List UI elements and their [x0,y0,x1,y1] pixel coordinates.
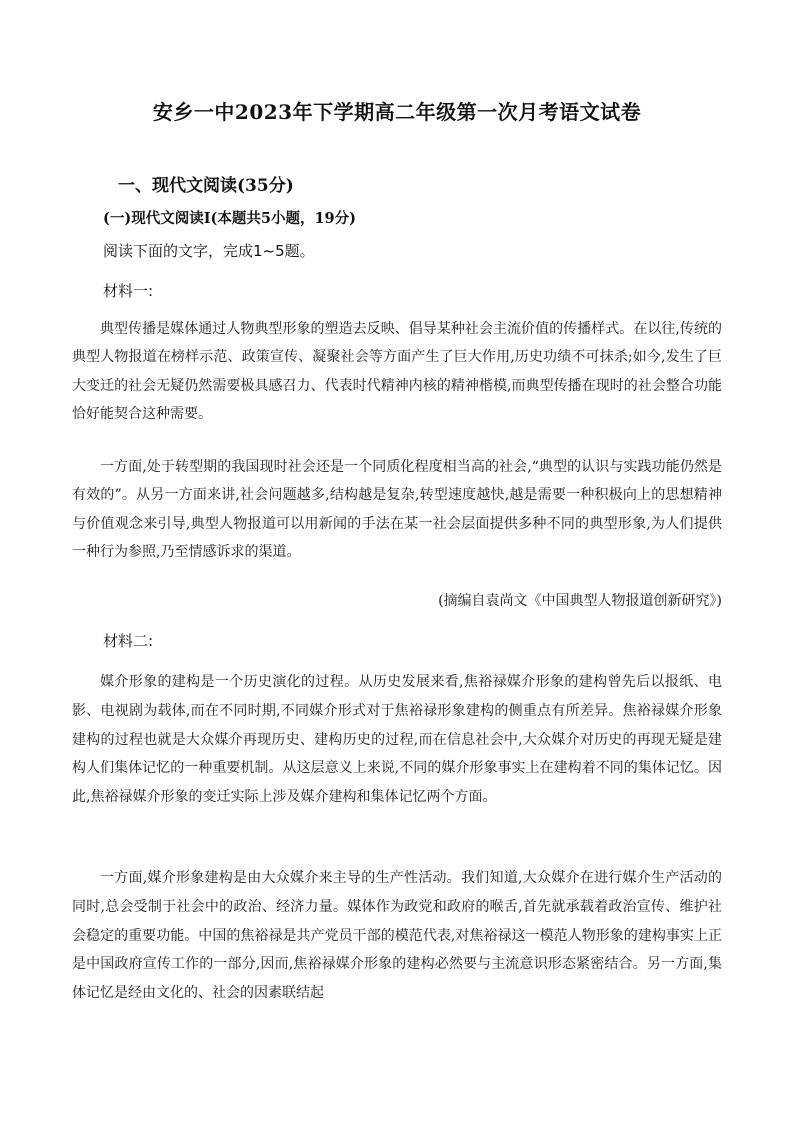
section-heading: 一、现代文阅读(35分) [118,176,294,196]
material-one-label: 材料一: [103,282,154,300]
exam-title: 安乡一中2023年下学期高二年级第一次月考语文试卷 [152,100,642,124]
reading-instruction: 阅读下面的文字，完成1~5题。 [103,242,315,260]
material-two-label: 材料二: [103,632,154,650]
material-one-paragraph: 一方面,处于转型期的我国现时社会还是一个同质化程度相当高的社会,“典型的认识与实践功能仍然是有效的”。从另一方面来讲,社会问题越多,结构越是复杂,转型速度越快,越是需要一种积极向上的思想精神与价值观念来引导,典型人物报道可以用新闻的手法在某一社会层面提供多种不同的典型形象,为人们提供一种行为参照,乃至情感诉求的渠道。 [72,459,722,560]
material-two-paragraph: 一方面,媒介形象建构是由大众媒介来主导的生产性活动。我们知道,大众媒介在进行媒介生产活动的同时,总会受制于社会中的政治、经济力量。媒体作为政党和政府的喉舌,首先就承载着政治宣传、维护社会稳定的重要功能。中国的焦裕禄是共产党员干部的模范代表,对焦裕禄这一模范人物形象的建构事实上正是中国政府宣传工作的一部分,因而,焦裕禄媒介形象的建构必然要与主流意识形态紧密结合。另一方面,集体记忆是经由文化的、社会的因素联结起 [72,870,722,1002]
material-one-source: (摘编自袁尚文《中国典型人物报道创新研究》) [438,593,722,609]
material-two-paragraph: 媒介形象的建构是一个历史演化的过程。从历史发展来看,焦裕禄媒介形象的建构曾先后以报纸、电影、电视剧为载体,而在不同时期,不同媒介形式对于焦裕禄形象建构的侧重点有所差异。焦裕禄媒介形象建构的过程也就是大众媒介再现历史、建构历史的过程,而在信息社会中,大众媒介对历史的再现无疑是建构人们集体记忆的一种重要机制。从这层意义上来说,不同的媒介形象事实上在建构着不同的集体记忆。因此,焦裕禄媒介形象的变迁实际上涉及媒介建构和集体记忆两个方面。 [72,674,722,806]
material-one-paragraph: 典型传播是媒体通过人物典型形象的塑造去反映、倡导某种社会主流价值的传播样式。在以往,传统的典型人物报道在榜样示范、政策宣传、凝聚社会等方面产生了巨大作用,历史功绩不可抹杀;如今,发生了巨大变迁的社会无疑仍然需要极具感召力、代表时代精神内核的精神楷模,而典型传播在现时的社会整合功能恰好能契合这种需要。 [72,321,722,422]
subsection-heading: (一)现代文阅读Ⅰ(本题共5小题，19分) [103,210,356,227]
